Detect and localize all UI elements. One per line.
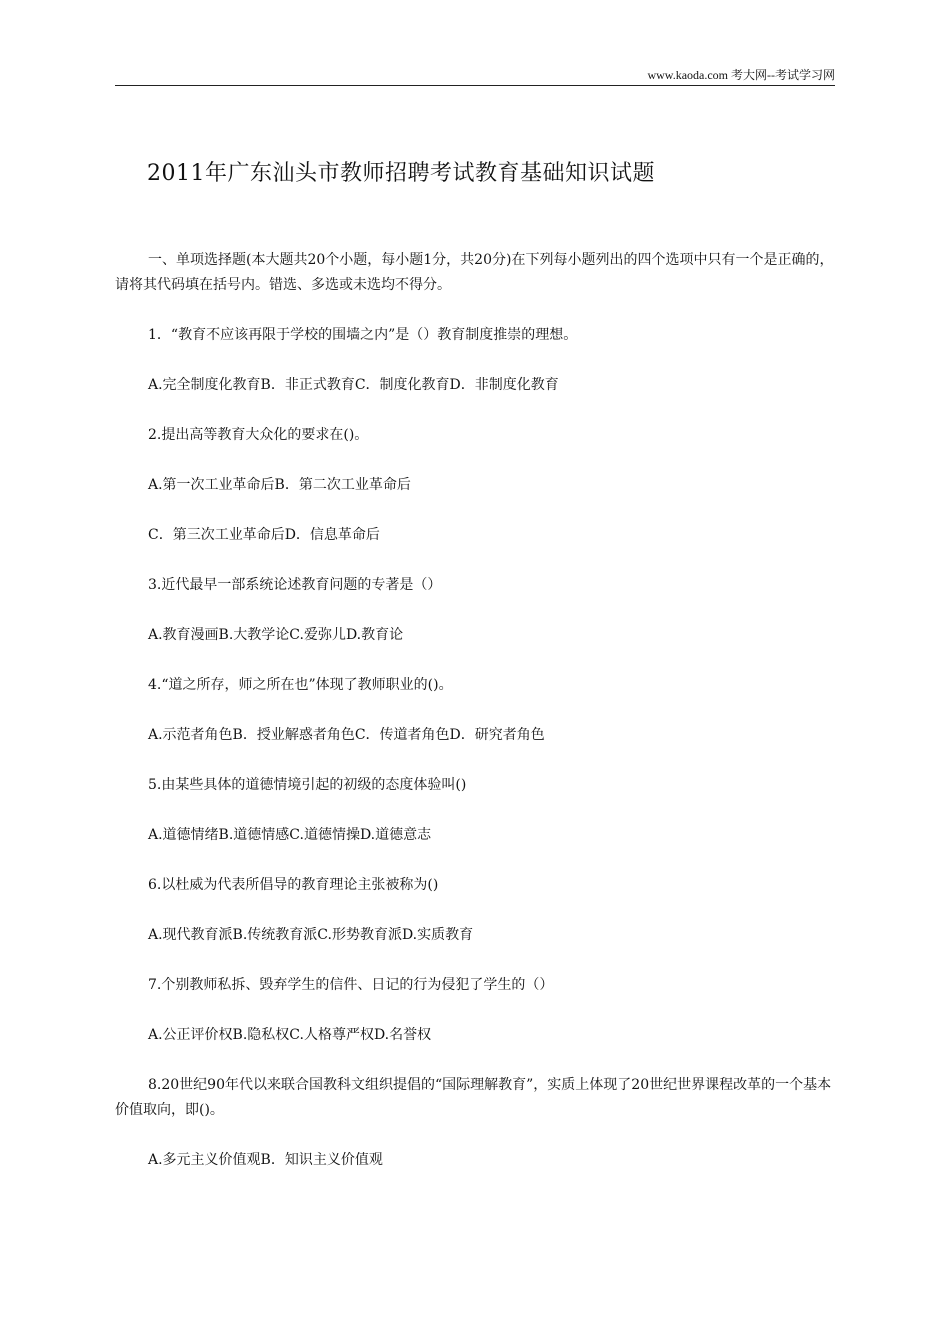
question-2-options-a: A.第一次工业革命后B．第二次工业革命后 — [148, 477, 411, 493]
question-6: 6.以杜威为代表所倡导的教育理论主张被称为() — [148, 877, 439, 893]
question-3: 3.近代最早一部系统论述教育问题的专著是（） — [148, 577, 442, 593]
question-6-options: A.现代教育派B.传统教育派C.形势教育派D.实质教育 — [148, 927, 474, 943]
question-1: 1．“教育不应该再限于学校的围墙之内”是（）教育制度推崇的理想。 — [148, 327, 578, 343]
question-5: 5.由某些具体的道德情境引起的初级的态度体验叫() — [148, 777, 467, 793]
section-instructions: 一、单项选择题(本大题共20个小题，每小题1分，共20分)在下列每小题列出的四个选项中只有一个是正确的，请将其代码填在括号内。错选、多选或未选均不得分。 — [115, 252, 834, 293]
question-2: 2.提出高等教育大众化的要求在()。 — [148, 427, 369, 443]
question-8-options: A.多元主义价值观B．知识主义价值观 — [148, 1152, 383, 1168]
document-title: 2011年广东汕头市教师招聘考试教育基础知识试题 — [147, 161, 655, 186]
question-4-options: A.示范者角色B．授业解惑者角色C．传道者角色D．研究者角色 — [148, 727, 545, 743]
question-8: 8.20世纪90年代以来联合国教科文组织提倡的“国际理解教育”，实质上体现了20世纪世界课程改革的一个基本价值取向，即()。 — [115, 1077, 832, 1118]
question-7: 7.个别教师私拆、毁弃学生的信件、日记的行为侵犯了学生的（） — [148, 977, 554, 993]
question-1-options: A.完全制度化教育B．非正式教育C．制度化教育D．非制度化教育 — [148, 377, 559, 393]
question-7-options: A.公正评价权B.隐私权C.人格尊严权D.名誉权 — [148, 1027, 432, 1043]
question-4: 4.“道之所存，师之所在也”体现了教师职业的()。 — [148, 677, 453, 693]
header-divider — [115, 85, 835, 86]
question-2-options-b: C．第三次工业革命后D．信息革命后 — [148, 527, 380, 543]
page-header: www.kaoda.com 考大网--考试学习网 — [647, 68, 835, 82]
question-3-options: A.教育漫画B.大教学论C.爱弥儿D.教育论 — [148, 627, 404, 643]
question-5-options: A.道德情绪B.道德情感C.道德情操D.道德意志 — [148, 827, 432, 843]
